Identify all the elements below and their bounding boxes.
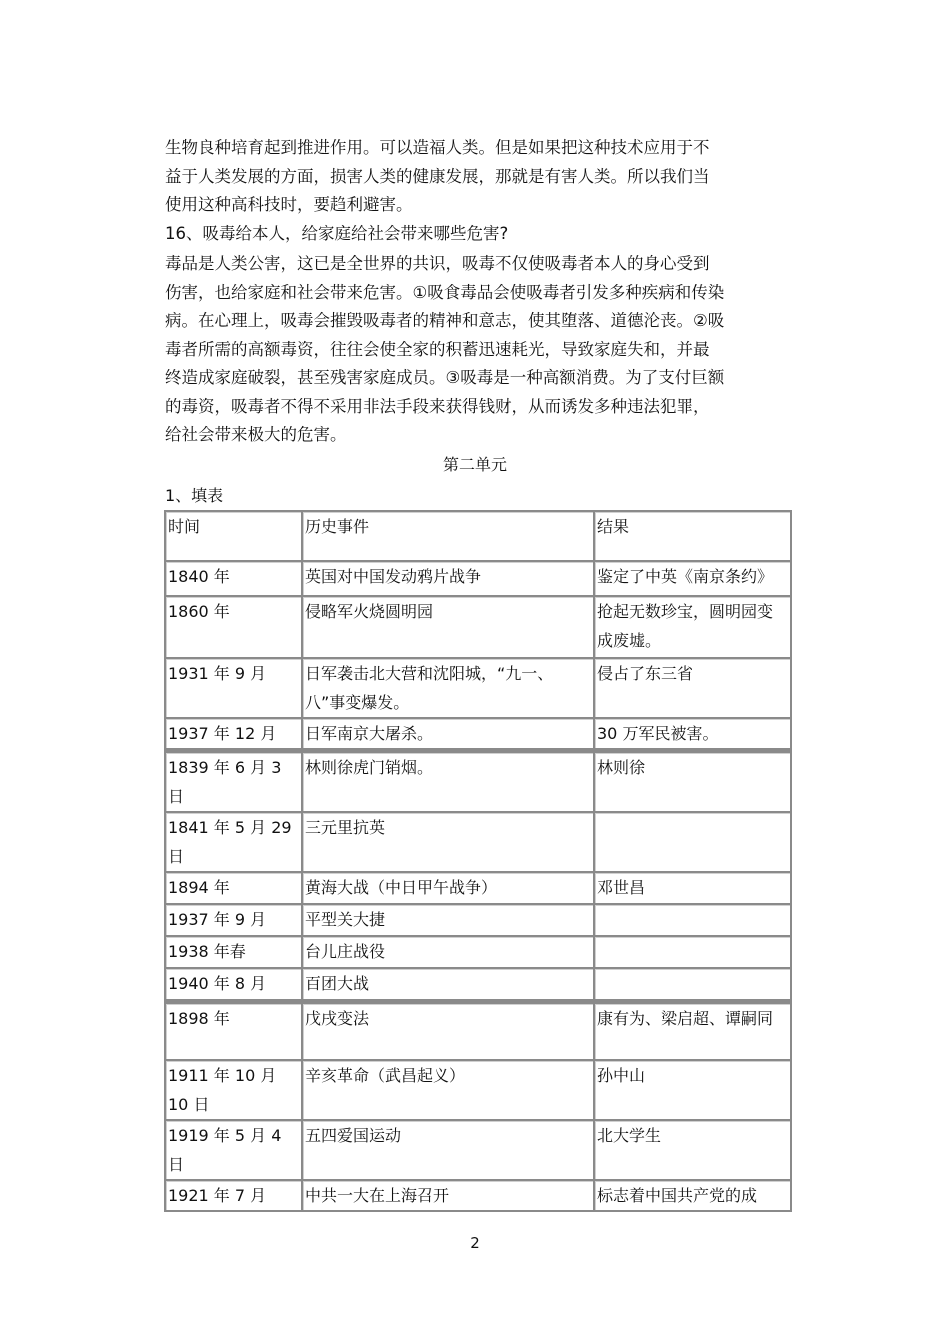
table-header-row — [166, 512, 792, 562]
table-row — [166, 873, 792, 905]
table-row — [166, 813, 792, 873]
cell-result: 北大学生 — [595, 1121, 792, 1181]
cell-result: 康有为、梁启超、谭嗣同 — [595, 1001, 792, 1061]
question-16-heading: 16、吸毒给本人，给家庭给社会带来哪些危害? — [165, 224, 509, 243]
cell-time: 1839 年 6 月 3 日 — [166, 750, 303, 813]
header-event: 历史事件 — [303, 512, 595, 562]
paragraph-drug-harm-answer: 毒品是人类公害，这已是全世界的共识，吸毒不仅使吸毒者本人的身心受到伤害，也给家庭和社会带来危害。①吸食毒品会使吸毒者引发多种疾病和传染病。在心理上，吸毒会摧毁吸毒者的精神和意志，使其堕落、道德沦丧。②吸毒者所需的高额毒资，往往会使全家的积蓄迅速耗光，导致家庭失和，并最终造成家庭破裂，甚至残害家庭成员。③吸毒是一种高额消费。为了支付巨额的毒资，吸毒者不得不采用非法手段来获得钱财，从而诱发多种违法犯罪，给社会带来极大的危害。 — [165, 254, 725, 444]
cell-time: 1911 年 10 月 10 日 — [166, 1061, 303, 1121]
cell-event: 五四爱国运动 — [303, 1121, 595, 1181]
cell-result: 侵占了东三省 — [595, 659, 792, 719]
cell-event: 平型关大捷 — [303, 905, 595, 937]
table-row — [166, 562, 792, 597]
header-time: 时间 — [166, 512, 303, 562]
cell-result: 标志着中国共产党的成 — [595, 1181, 792, 1212]
cell-event: 黄海大战（中日甲午战争） — [303, 873, 595, 905]
cell-event: 侵略军火烧圆明园 — [303, 597, 595, 659]
cell-event: 辛亥革命（武昌起义） — [303, 1061, 595, 1121]
table-row — [166, 1061, 792, 1121]
table-row — [166, 1121, 792, 1181]
cell-result: 抢起无数珍宝，圆明园变成废墟。 — [595, 597, 792, 659]
page-number: 2 — [470, 1234, 480, 1252]
cell-event: 台儿庄战役 — [303, 937, 595, 969]
cell-time: 1937 年 9 月 — [166, 905, 303, 937]
cell-time: 1919 年 5 月 4 日 — [166, 1121, 303, 1181]
cell-result: 30 万军民被害。 — [595, 719, 792, 750]
table-row — [166, 659, 792, 719]
table-row — [166, 1001, 792, 1061]
cell-event: 戊戌变法 — [303, 1001, 595, 1061]
table-task-label: 1、填表 — [165, 486, 224, 505]
table-row — [166, 597, 792, 659]
cell-event: 三元里抗英 — [303, 813, 595, 873]
cell-event: 英国对中国发动鸦片战争 — [303, 562, 595, 597]
cell-result: 邓世昌 — [595, 873, 792, 905]
unit-title: 第二单元 — [442, 455, 507, 474]
cell-time: 1931 年 9 月 — [166, 659, 303, 719]
history-events-table — [164, 510, 792, 1212]
table-row — [166, 969, 792, 1001]
cell-time: 1938 年春 — [166, 937, 303, 969]
cell-time: 1840 年 — [166, 562, 303, 597]
cell-time: 1921 年 7 月 — [166, 1181, 303, 1212]
cell-time: 1898 年 — [166, 1001, 303, 1061]
paragraph-biotech-conclusion: 生物良种培育起到推进作用。可以造福人类。但是如果把这种技术应用于不益于人类发展的方面，损害人类的健康发展，那就是有害人类。所以我们当使用这种高科技时，要趋利避害。 — [165, 138, 710, 214]
table-row — [166, 905, 792, 937]
cell-result — [595, 905, 792, 937]
header-result: 结果 — [595, 512, 792, 562]
cell-time: 1940 年 8 月 — [166, 969, 303, 1001]
cell-time: 1860 年 — [166, 597, 303, 659]
cell-time: 1937 年 12 月 — [166, 719, 303, 750]
cell-result — [595, 813, 792, 873]
table-row — [166, 1181, 792, 1212]
cell-event: 林则徐虎门销烟。 — [303, 750, 595, 813]
cell-result: 林则徐 — [595, 750, 792, 813]
cell-time: 1894 年 — [166, 873, 303, 905]
table-row — [166, 937, 792, 969]
cell-result: 孙中山 — [595, 1061, 792, 1121]
table-row — [166, 750, 792, 813]
cell-time: 1841 年 5 月 29 日 — [166, 813, 303, 873]
table-row — [166, 719, 792, 750]
cell-result — [595, 969, 792, 1001]
cell-result: 鉴定了中英《南京条约》 — [595, 562, 792, 597]
cell-event: 百团大战 — [303, 969, 595, 1001]
cell-event: 日军南京大屠杀。 — [303, 719, 595, 750]
cell-result — [595, 937, 792, 969]
cell-event: 日军袭击北大营和沈阳城，“九一、八”事变爆发。 — [303, 659, 595, 719]
cell-event: 中共一大在上海召开 — [303, 1181, 595, 1212]
